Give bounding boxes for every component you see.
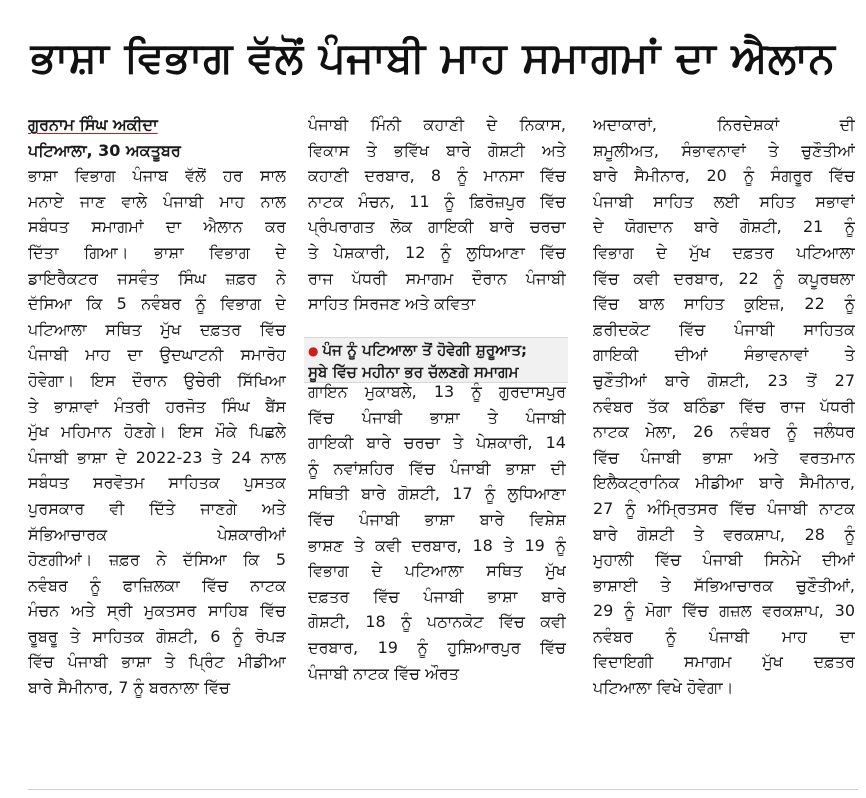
text-line: ਦਰਬਾਰ, 19 ਨੂੰ ਹੁਸ਼ਿਆਰਪੁਰ ਵਿੱਚ xyxy=(308,637,566,657)
text-line: ਰਾਜ ਪੱਧਰੀ ਸਮਾਗਮ ਦੌਰਾਨ ਪੰਜਾਬੀ xyxy=(308,268,566,288)
text-line: ਪੰਜਾਬੀ ਨਾਟਕ ਵਿੱਚ ਔਰਤ xyxy=(308,663,459,683)
text-line: ਨਾਟਕ ਮੇਲਾ, 26 ਨਵੰਬਰ ਨੂੰ ਜਲੰਧਰ xyxy=(593,422,855,442)
column-2-body-top xyxy=(308,112,566,317)
article-column-1 xyxy=(28,112,286,701)
article-column-2-lower xyxy=(308,379,566,686)
column-3-body xyxy=(593,112,855,701)
text-line: ਨੂੰ ਨਵਾਂਸ਼ਹਿਰ ਵਿੱਚ ਪੰਜਾਬੀ ਭਾਸ਼ਾ ਦੀ xyxy=(308,458,566,478)
text-line: ਸਬੰਧਤ ਸਮਾਗਮਾਂ ਦਾ ਐਲਾਨ ਕਰ xyxy=(28,217,286,237)
text-line: ਗਾਇਕੀ ਦੀਆਂ ਸੰਭਾਵਨਾਵਾਂ ਤੇ xyxy=(593,345,855,365)
text-line: ਸ਼ਮੂਲੀਅਤ, ਸੰਭਾਵਨਾਵਾਂ ਤੇ ਚੁਣੌਤੀਆਂ xyxy=(593,140,855,160)
text-line: ਹੋਵੇਗਾ। ਇਸ ਦੌਰਾਨ ਉਚੇਰੀ ਸਿੱਖਿਆ xyxy=(28,370,286,390)
text-line: ਵਿੱਚ ਪੰਜਾਬੀ ਭਾਸ਼ਾ ਤੇ ਪੰਜਾਬੀ xyxy=(308,407,566,427)
text-line: ਬਾਰੇ ਸੈਮੀਨਾਰ, 20 ਨੂੰ ਸੰਗਰੂਰ ਵਿੱਚ xyxy=(593,166,855,186)
text-line: ਬਾਰੇ ਸੈਮੀਨਾਰ, 7 ਨੂੰ ਬਰਨਾਲਾ ਵਿੱਚ xyxy=(28,678,230,698)
text-line: ਨਾਟਕ ਮੰਚਨ, 11 ਨੂੰ ਫ਼ਿਰੋਜ਼ਪੁਰ ਵਿੱਚ xyxy=(308,191,566,211)
text-line: ਨਵੰਬਰ ਤੱਕ ਬਠਿੰਡਾ ਵਿੱਚ ਰਾਜ ਪੱਧਰੀ xyxy=(593,396,855,416)
text-line: ਭਾਸ਼ਾ ਵਿਭਾਗ ਪੰਜਾਬ ਵੱਲੋਂ ਹਰ ਸਾਲ xyxy=(28,166,286,186)
text-line: ਗੋਸ਼ਟੀ, 18 ਨੂੰ ਪਠਾਨਕੋਟ ਵਿੱਚ ਕਵੀ xyxy=(308,612,566,632)
text-line: ਦਿੱਤਾ ਗਿਆ। ਭਾਸ਼ਾ ਵਿਭਾਗ ਦੇ xyxy=(28,242,286,262)
text-line: ਤੇ ਭਾਸ਼ਾਵਾਂ ਮੰਤਰੀ ਹਰਜੋਤ ਸਿੰਘ ਬੈਂਸ xyxy=(28,396,286,416)
text-line: ਦਫ਼ਤਰ ਵਿੱਚ ਪੰਜਾਬੀ ਭਾਸ਼ਾ ਬਾਰੇ xyxy=(308,586,566,606)
text-line: ਨਵੰਬਰ ਨੂੰ ਫਾਜ਼ਿਲਕਾ ਵਿੱਚ ਨਾਟਕ xyxy=(28,575,286,595)
text-line: ਪਟਿਆਲਾ ਸਥਿਤ ਮੁੱਖ ਦਫ਼ਤਰ ਵਿੱਚ xyxy=(28,319,286,339)
text-line: ਹੋਣਗੀਆਂ। ਜ਼ਫ਼ਰ ਨੇ ਦੱਸਿਆ ਕਿ 5 xyxy=(28,550,286,570)
text-line: ਸੱਭਿਆਚਾਰਕ ਪੇਸ਼ਕਾਰੀਆਂ xyxy=(28,524,286,544)
pull-quote-text-1: ਪੰਜ ਨੂੰ ਪਟਿਆਲਾ ਤੋਂ ਹੋਵੇਗੀ ਸ਼ੁਰੂਆਤ; xyxy=(322,341,528,359)
text-line: ਸਾਹਿਤ ਸਿਰਜਣ ਅਤੇ ਕਵਿਤਾ xyxy=(308,294,476,314)
text-line: ਇਲੈਕਟ੍ਰਾਨਿਕ ਮੀਡੀਆ ਬਾਰੇ ਸੈਮੀਨਾਰ, xyxy=(593,473,855,493)
text-line: ਪੰਜਾਬੀ ਭਾਸ਼ਾ ਦੇ 2022-23 ਤੇ 24 ਨਾਲ xyxy=(28,447,286,467)
text-line: ਅਦਾਕਾਰਾਂ, ਨਿਰਦੇਸ਼ਕਾਂ ਦੀ xyxy=(593,115,855,134)
text-line: ਵਿੱਚ ਕਵੀ ਦਰਬਾਰ, 22 ਨੂੰ ਕਪੂਰਥਲਾ xyxy=(593,268,855,288)
text-line: ਮੁਹਾਲੀ ਵਿੱਚ ਪੰਜਾਬੀ ਸਿਨੇਮੇ ਦੀਆਂ xyxy=(593,550,855,570)
text-line: ਦੇ ਯੋਗਦਾਨ ਬਾਰੇ ਗੋਸ਼ਟੀ, 21 ਨੂੰ xyxy=(593,217,855,237)
text-line: ਪੁਰਸਕਾਰ ਵੀ ਦਿੱਤੇ ਜਾਣਗੇ ਅਤੇ xyxy=(28,498,286,518)
text-line: ਪਟਿਆਲਾ ਵਿਖੇ ਹੋਵੇਗਾ। xyxy=(593,678,734,698)
text-line: ਵਿਦਾਇਗੀ ਸਮਾਗਮ ਮੁੱਖ ਦਫ਼ਤਰ xyxy=(593,652,855,672)
pull-quote-line-1 xyxy=(308,340,564,362)
text-line: ਸਥਿਤੀ ਬਾਰੇ ਗੋਸ਼ਟੀ, 17 ਨੂੰ ਲੁਧਿਆਣਾ xyxy=(308,484,566,504)
text-line: ਮੁੱਖ ਮਹਿਮਾਨ ਹੋਣਗੇ। ਇਸ ਮੌਕੇ ਪਿਛਲੇ xyxy=(28,422,286,442)
text-line: 27 ਨੂੰ ਅੰਮ੍ਰਿਤਸਰ ਵਿੱਚ ਪੰਜਾਬੀ ਨਾਟਕ xyxy=(593,498,855,518)
headline: ਭਾਸ਼ਾ ਵਿਭਾਗ ਵੱਲੋਂ ਪੰਜਾਬੀ ਮਾਹ ਸਮਾਗਮਾਂ ਦਾ ਐਲਾਨ xyxy=(30,33,836,82)
text-line: ਵਿਭਾਗ ਦੇ ਪਟਿਆਲਾ ਸਥਿਤ ਮੁੱਖ xyxy=(308,561,566,581)
text-line: ਵਿੱਚ ਪੰਜਾਬੀ ਭਾਸ਼ਾ ਬਾਰੇ ਵਿਸ਼ੇਸ਼ xyxy=(308,509,566,529)
text-line: ਭਾਸ਼ਾਈ ਤੇ ਸੱਭਿਆਚਾਰਕ ਚੁਣੌਤੀਆਂ, xyxy=(593,575,855,595)
column-1-body xyxy=(28,163,286,700)
text-line: ਵਿੱਚ ਬਾਲ ਸਾਹਿਤ ਕੁਇਜ਼, 22 ਨੂੰ xyxy=(593,294,855,314)
bullet-icon: ● xyxy=(308,344,319,358)
article-column-3 xyxy=(593,112,855,701)
pull-quote-line-2: ਸੂਬੇ ਵਿੱਚ ਮਹੀਨਾ ਭਰ ਚੱਲਣਗੇ ਸਮਾਗਮ xyxy=(308,363,519,381)
text-line: ਪ੍ਰੰਪਰਾਗਤ ਲੋਕ ਗਾਇਕੀ ਬਾਰੇ ਚਰਚਾ xyxy=(308,217,566,237)
text-line: ਭਾਸ਼ਣ ਤੇ ਕਵੀ ਦਰਬਾਰ, 18 ਤੇ 19 ਨੂੰ xyxy=(308,535,566,555)
text-line: ਦੱਸਿਆ ਕਿ 5 ਨਵੰਬਰ ਨੂੰ ਵਿਭਾਗ ਦੇ xyxy=(28,294,286,314)
text-line: ਪੰਜਾਬੀ ਮਿੰਨੀ ਕਹਾਣੀ ਦੇ ਨਿਕਾਸ, xyxy=(308,115,566,134)
text-line: ਚੁਣੌਤੀਆਂ ਬਾਰੇ ਗੋਸ਼ਟੀ, 23 ਤੋਂ 27 xyxy=(593,370,855,390)
text-line: ਕਹਾਣੀ ਦਰਬਾਰ, 8 ਨੂੰ ਮਾਨਸਾ ਵਿੱਚ xyxy=(308,166,566,186)
pull-quote xyxy=(304,337,568,383)
text-line: ਗਾਇਨ ਮੁਕਾਬਲੇ, 13 ਨੂੰ ਗੁਰਦਾਸਪੁਰ xyxy=(308,382,566,401)
text-line: ਨਵੰਬਰ ਨੂੰ ਪੰਜਾਬੀ ਮਾਹ ਦਾ xyxy=(593,626,855,646)
bottom-rule xyxy=(28,789,858,790)
text-line: ਡਾਇਰੈਕਟਰ ਜਸਵੰਤ ਸਿੰਘ ਜ਼ਫ਼ਰ ਨੇ xyxy=(28,268,286,288)
column-2-body-bottom xyxy=(308,379,566,686)
text-line: ਵਿੱਚ ਪੰਜਾਬੀ ਭਾਸ਼ਾ ਅਤੇ ਵਰਤਮਾਨ xyxy=(593,447,855,467)
text-line: ਵਿਕਾਸ ਤੇ ਭਵਿੱਖ ਬਾਰੇ ਗੋਸ਼ਟੀ ਅਤੇ xyxy=(308,140,566,160)
byline: ਗੁਰਨਾਮ ਸਿੰਘ ਅਕੀਦਾ xyxy=(28,115,158,134)
text-line: ਮੰਚਨ ਅਤੇ ਸ੍ਰੀ ਮੁਕਤਸਰ ਸਾਹਿਬ ਵਿੱਚ xyxy=(28,601,286,621)
dateline: ਪਟਿਆਲਾ, 30 ਅਕਤੂਬਰ xyxy=(28,140,181,160)
text-line: ਫ਼ਰੀਦਕੋਟ ਵਿੱਚ ਪੰਜਾਬੀ ਸਾਹਿਤਕ xyxy=(593,319,855,339)
text-line: 29 ਨੂੰ ਮੋਗਾ ਵਿੱਚ ਗਜ਼ਲ ਵਰਕਸ਼ਾਪ, 30 xyxy=(593,601,855,621)
text-line: ਵਿਭਾਗ ਦੇ ਮੁੱਖ ਦਫ਼ਤਰ ਪਟਿਆਲਾ xyxy=(593,242,855,262)
text-line: ਸਬੰਧਤ ਸਰਵੋਤਮ ਸਾਹਿਤਕ ਪੁਸਤਕ xyxy=(28,473,286,493)
text-line: ਮਨਾਏ ਜਾਣ ਵਾਲੇ ਪੰਜਾਬੀ ਮਾਹ ਨਾਲ xyxy=(28,191,286,211)
text-line: ਰੂਬਰੂ ਤੇ ਸਾਹਿਤਕ ਗੋਸ਼ਟੀ, 6 ਨੂੰ ਰੋਪੜ xyxy=(28,626,286,646)
text-line: ਵਿੱਚ ਪੰਜਾਬੀ ਭਾਸ਼ਾ ਤੇ ਪ੍ਰਿੰਟ ਮੀਡੀਆ xyxy=(28,652,286,672)
text-line: ਤੇ ਪੇਸ਼ਕਾਰੀ, 12 ਨੂੰ ਲੁਧਿਆਣਾ ਵਿੱਚ xyxy=(308,242,566,262)
article-column-2 xyxy=(308,112,566,317)
text-line: ਪੰਜਾਬੀ ਸਾਹਿਤ ਲਈ ਸਹਿਤ ਸਭਾਵਾਂ xyxy=(593,191,855,211)
text-line: ਬਾਰੇ ਗੋਸ਼ਟੀ ਤੇ ਵਰਕਸ਼ਾਪ, 28 ਨੂੰ xyxy=(593,524,855,544)
text-line: ਪੰਜਾਬੀ ਮਾਹ ਦਾ ਉਦਘਾਟਨੀ ਸਮਾਰੋਹ xyxy=(28,345,286,365)
text-line: ਗਾਇਕੀ ਬਾਰੇ ਚਰਚਾ ਤੇ ਪੇਸ਼ਕਾਰੀ, 14 xyxy=(308,433,566,453)
